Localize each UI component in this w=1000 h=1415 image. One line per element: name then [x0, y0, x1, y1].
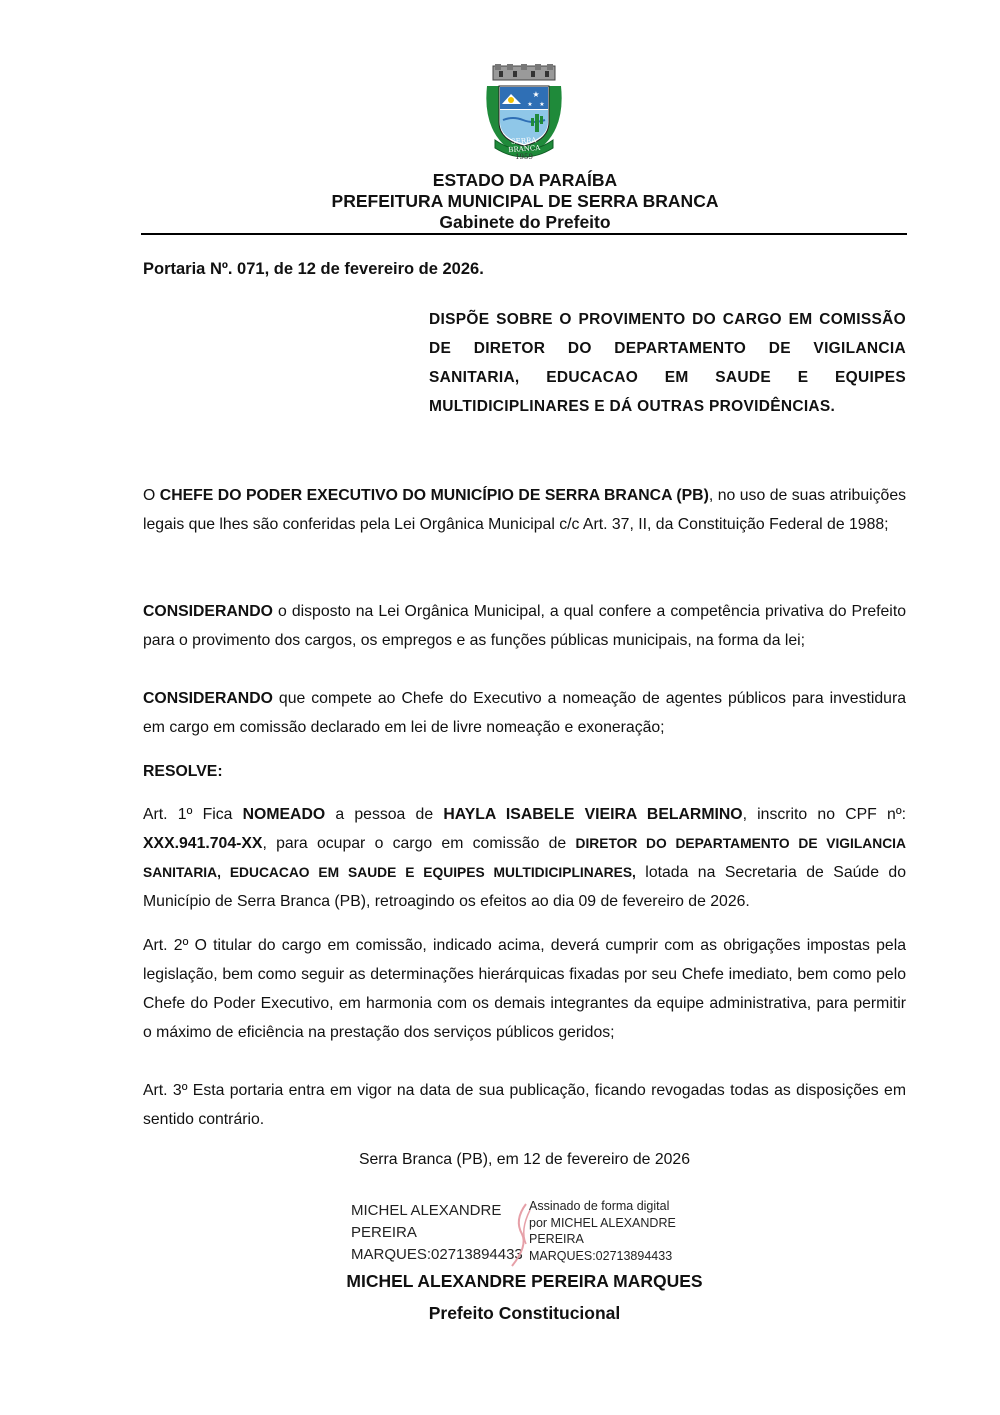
art1-nomeado: NOMEADO: [242, 806, 326, 823]
intro-authority: CHEFE DO PODER EXECUTIVO DO MUNICÍPIO DE SERRA BRANCA (PB): [159, 487, 709, 504]
svg-text:★: ★: [527, 101, 533, 108]
signature-right-line: por MICHEL ALEXANDRE: [529, 1215, 676, 1230]
considerando-1: [143, 597, 906, 655]
considerando-2: [143, 684, 906, 742]
signature-left-line: MICHEL ALEXANDRE: [351, 1202, 502, 1219]
crest-year: 1959: [515, 153, 533, 161]
digital-signature-info: [529, 1198, 676, 1264]
considerando-1-text: o disposto na Lei Orgânica Municipal, a qual confere a competência privativa do Prefeito para o provimento dos cargos, os empregos e as funções públicas municipais, na forma da lei;: [143, 603, 906, 649]
art1-text-4: , para ocupar o cargo em comissão de: [262, 835, 576, 852]
header-prefecture: PREFEITURA MUNICIPAL DE SERRA BRANCA: [331, 191, 719, 211]
considerando-2-text: que compete ao Chefe do Executivo a nomeação de agentes públicos para investidura em cargo em comissão declarado em lei de livre nomeação e exoneração;: [143, 690, 906, 736]
signature-left-line: MARQUES:02713894433: [351, 1246, 523, 1263]
header-office: Gabinete do Prefeito: [439, 212, 611, 232]
article-3: Art. 3º Esta portaria entra em vigor na data de sua publicação, ficando revogadas todas as disposições em sentido contrário.: [143, 1082, 906, 1128]
signer-role: Prefeito Constitucional: [428, 1303, 621, 1323]
svg-text:★: ★: [532, 90, 540, 99]
intro-prefix: O: [143, 487, 160, 504]
article-2: Art. 2º O titular do cargo em comissão, indicado acima, deverá cumprir com as obrigações impostas pela legislação, bem como seguir as determinações hierárquicas fixadas por seu Chefe imediato, bem como pelo Chefe do Poder Executivo, em harmonia com os demais integrantes da equipe administrativa, para permitir o máximo de eficiência na prestação dos serviços públicos geridos;: [143, 937, 906, 1041]
article-1: [143, 800, 906, 916]
intro-paragraph: [143, 481, 906, 539]
crest-banner-text: SERRA BRANCA: [508, 136, 541, 155]
signature-right-line: MARQUES:02713894433: [529, 1248, 673, 1263]
signer-name: MICHEL ALEXANDRE PEREIRA MARQUES: [346, 1271, 703, 1291]
art1-position: DIRETOR DO DEPARTAMENTO DE VIGILANCIA SANITARIA, EDUCACAO EM SAUDE E EQUIPES MULTIDICIPLINARES,: [143, 836, 906, 880]
header-state: ESTADO DA PARAÍBA: [432, 170, 618, 190]
art1-text-2: a pessoa de: [325, 806, 444, 823]
ementa: DISPÕE SOBRE O PROVIMENTO DO CARGO EM COMISSÃO DE DIRETOR DO DEPARTAMENTO DE VIGILANCIA SANITARIA, EDUCACAO EM SAUDE E EQUIPES MULTIDICIPLINARES E DÁ OUTRAS PROVIDÊNCIAS.: [429, 311, 906, 415]
portaria-title: Portaria Nº. 071, de 12 de fevereiro de 2026.: [143, 260, 484, 278]
signature-right-line: Assinado de forma digital: [529, 1199, 670, 1213]
considerando-2-label: CONSIDERANDO: [143, 690, 273, 707]
svg-text:★: ★: [539, 101, 545, 108]
art1-person-name: HAYLA ISABELE VIEIRA BELARMINO: [443, 806, 743, 823]
signature-right-line: PEREIRA: [529, 1232, 584, 1246]
art1-cpf: XXX.941.704-XX: [143, 835, 263, 852]
resolve-heading: RESOLVE:: [143, 763, 223, 780]
considerando-1-label: CONSIDERANDO: [143, 603, 273, 620]
digital-signature-name: [351, 1200, 523, 1266]
art1-text-5: lotada na Secretaria de Saúde do Município de Serra Branca (PB), retroagindo os efeitos ao dia 09 de fevereiro de 2026.: [143, 864, 906, 910]
intro-text: , no uso de suas atribuições legais que lhes são conferidas pela Lei Orgânica Municipal c/c Art. 37, II, da Constituição Federal de 1988;: [143, 487, 906, 533]
art1-text-3: , inscrito no CPF nº:: [742, 806, 906, 823]
signature-left-line: PEREIRA: [351, 1224, 417, 1241]
art1-text-1: Art. 1º Fica: [143, 806, 243, 823]
place-date: Serra Branca (PB), em 12 de fevereiro de 2026: [358, 1151, 691, 1168]
header-divider: [141, 233, 907, 235]
